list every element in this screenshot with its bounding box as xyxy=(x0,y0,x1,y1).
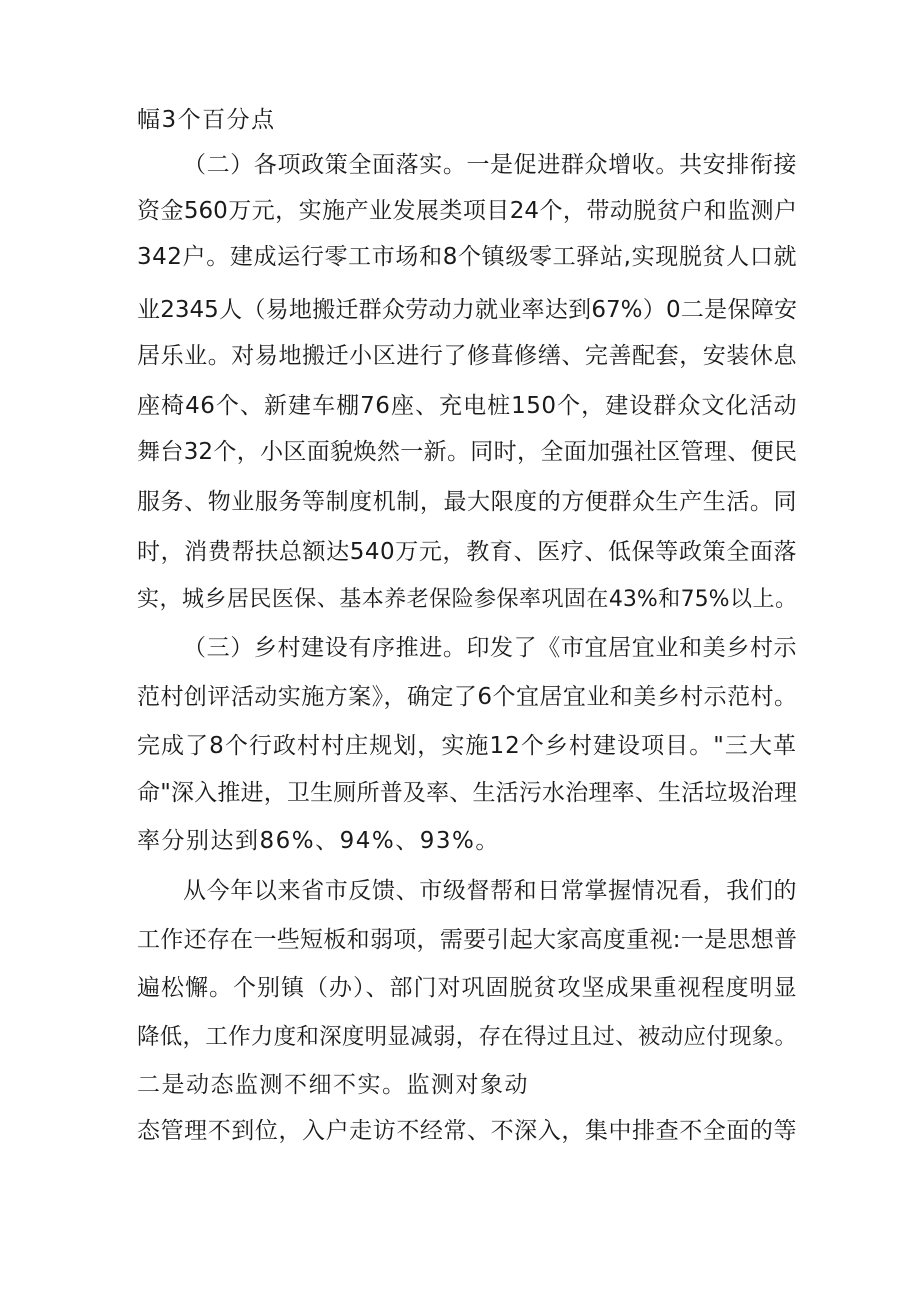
text-line: 率分别达到86%、94%、93%。 xyxy=(137,828,500,854)
text-line: 座椅46个、新建车棚76座、充电桩150个，建设群众文化活动 xyxy=(137,393,797,419)
text-line: 资金560万元，实施产业发展类项目24个，带动脱贫户和监测户 xyxy=(137,198,797,224)
text-line: 范村创评活动实施方案》，确定了6个宜居宜业和美乡村示范村。 xyxy=(137,684,797,710)
text-line: 342户。建成运行零工市场和8个镇级零工驿站,实现脱贫人口就 xyxy=(137,244,797,270)
text-line: 命"深入推进，卫生厕所普及率、生活污水治理率、生活垃圾治理 xyxy=(137,780,797,806)
text-line: 遍松懈。个别镇（办）、部门对巩固脱贫攻坚成果重视程度明显 xyxy=(137,975,797,1001)
text-line: 舞台32个，小区面貌焕然一新。同时，全面加强社区管理、便民 xyxy=(137,439,797,465)
text-line: （二）各项政策全面落实。一是促进群众增收。共安排衔接 xyxy=(183,152,797,178)
text-line: 态管理不到位，入户走访不经常、不深入，集中排查不全面的等 xyxy=(137,1118,797,1144)
text-line: 业2345人（易地搬迁群众劳动力就业率达到67%）0二是保障安 xyxy=(137,297,797,323)
text-line: 实，城乡居民医保、基本养老保险参保率巩固在43%和75%以上。 xyxy=(137,587,797,612)
text-line: 时，消费帮扶总额达540万元，教育、医疗、低保等政策全面落 xyxy=(137,539,797,565)
text-line: 工作还存在一些短板和弱项，需要引起大家高度重视:一是思想普 xyxy=(137,927,797,953)
text-line: 幅3个百分点 xyxy=(137,107,276,133)
text-line: 完成了8个行政村村庄规划，实施12个乡村建设项目。"三大革 xyxy=(137,733,797,759)
text-line: 居乐业。对易地搬迁小区进行了修葺修缮、完善配套，安装休息 xyxy=(137,343,797,369)
text-line: （三）乡村建设有序推进。印发了《市宜居宜业和美乡村示 xyxy=(183,635,797,661)
text-line: 二是动态监测不细不实。监测对象动 xyxy=(137,1072,529,1098)
text-line: 从今年以来省市反馈、市级督帮和日常掌握情况看，我们的 xyxy=(183,878,797,904)
text-line: 服务、物业服务等制度机制，最大限度的方便群众生产生活。同 xyxy=(137,489,797,515)
text-line: 降低，工作力度和深度明显减弱，存在得过且过、被动应付现象。 xyxy=(137,1024,797,1050)
